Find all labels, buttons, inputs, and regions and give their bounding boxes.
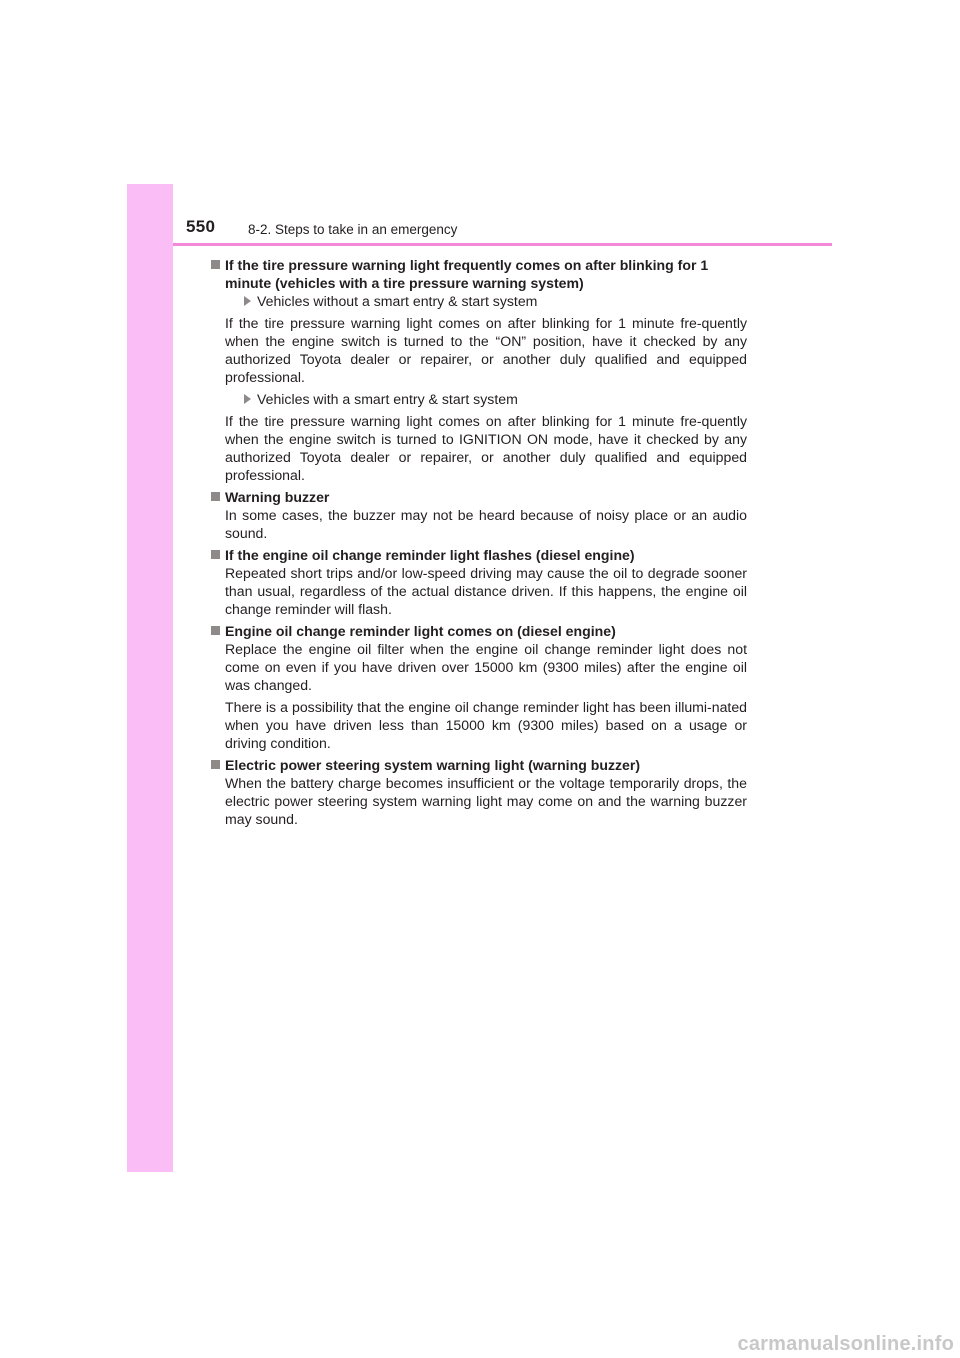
section-heading: If the tire pressure warning light frequently comes on after blinking for 1 minute (vehicles with a tire pressure warning system)	[225, 257, 709, 291]
chapter-side-tab	[127, 184, 173, 1172]
page-content	[211, 256, 747, 832]
subsection-label: Vehicles with a smart entry & start system	[225, 390, 747, 408]
square-bullet-icon	[211, 492, 220, 501]
paragraph: Repeated short trips and/or low-speed driving may cause the oil to degrade sooner than usual, regardless of the actual distance driven. If this happens, the engine oil change reminder will flash.	[225, 565, 747, 617]
subsection-label: Vehicles without a smart entry & start system	[225, 292, 747, 310]
triangle-bullet-icon	[244, 394, 251, 404]
section-power-steering	[211, 756, 747, 828]
section-heading: If the engine oil change reminder light flashes (diesel engine)	[225, 547, 635, 563]
section-oil-reminder-comes-on	[211, 622, 747, 752]
paragraph: If the tire pressure warning light comes on after blinking for 1 minute fre-quently when the engine switch is turned to IGNITION ON mode, have it checked by any authorized Toyota dealer or repairer, or another duly qualified and equipped professional.	[225, 413, 747, 483]
paragraph: When the battery charge becomes insufficient or the voltage temporarily drops, the electric power steering system warning light may come on and the warning buzzer may sound.	[225, 775, 747, 827]
square-bullet-icon	[211, 626, 220, 635]
section-warning-buzzer	[211, 488, 747, 542]
section-heading: Engine oil change reminder light comes on (diesel engine)	[225, 623, 616, 639]
section-oil-reminder-flashes	[211, 546, 747, 618]
section-heading: Electric power steering system warning light (warning buzzer)	[225, 757, 641, 773]
paragraph: There is a possibility that the engine oil change reminder light has been illumi-nated when you have driven less than 15000 km (9300 miles) based on a usage or driving condition.	[225, 699, 747, 751]
section-title: 8-2. Steps to take in an emergency	[248, 222, 458, 237]
square-bullet-icon	[211, 260, 220, 269]
watermark: carmanualsonline.info	[737, 1333, 954, 1355]
page-number: 550	[186, 217, 216, 236]
triangle-bullet-icon	[244, 296, 251, 306]
header-rule	[173, 243, 832, 246]
paragraph: In some cases, the buzzer may not be heard because of noisy place or an audio sound.	[225, 507, 747, 541]
paragraph: Replace the engine oil filter when the engine oil change reminder light does not come on even if you have driven over 15000 km (9300 miles) after the engine oil was changed.	[225, 641, 747, 693]
section-tire-pressure	[211, 256, 747, 484]
paragraph: If the tire pressure warning light comes on after blinking for 1 minute fre-quently when the engine switch is turned to the “ON” position, have it checked by any authorized Toyota dealer or repairer, or another duly qualified and equipped professional.	[225, 315, 747, 385]
square-bullet-icon	[211, 760, 220, 769]
section-heading: Warning buzzer	[225, 489, 330, 505]
square-bullet-icon	[211, 550, 220, 559]
